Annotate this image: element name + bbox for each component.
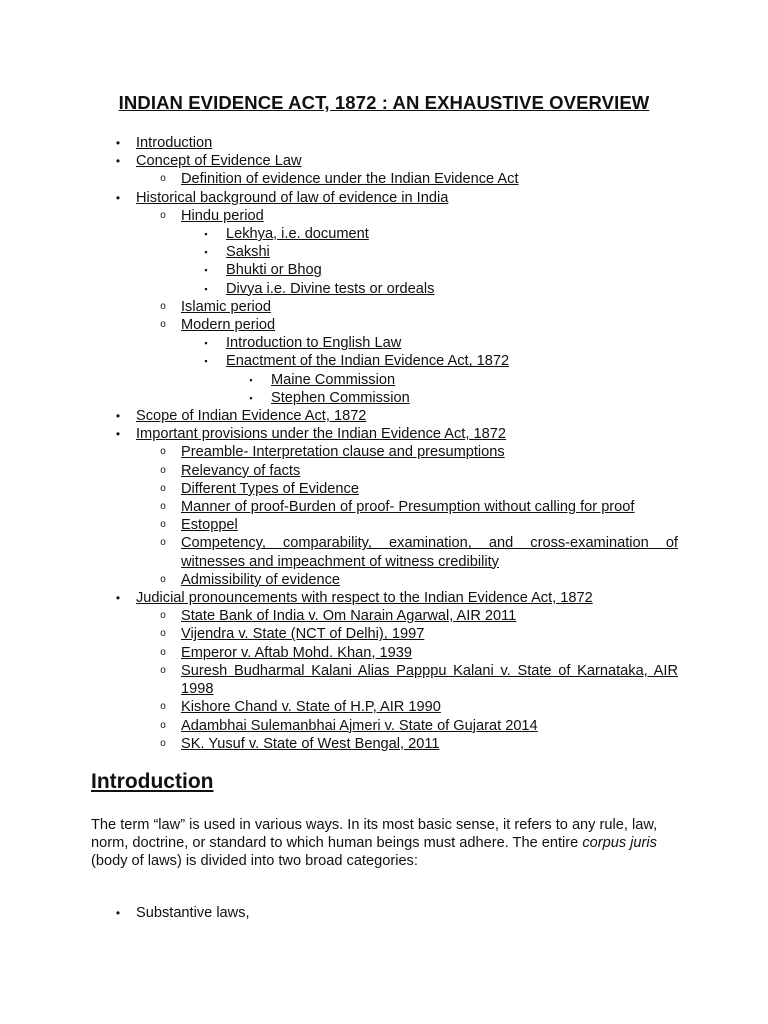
toc-item[interactable] [0, 207, 768, 225]
bullet-icon: o [160, 628, 166, 640]
section-heading: Introduction [91, 770, 214, 793]
bullet-icon: o [160, 573, 166, 585]
toc-item-label[interactable]: Emperor v. Aftab Mohd. Khan, 1939 [181, 644, 412, 661]
toc-item[interactable] [0, 607, 768, 625]
toc-item-label[interactable]: Bhukti or Bhog [226, 262, 322, 279]
toc-item-label[interactable]: Maine Commission [271, 371, 396, 388]
bullet-icon: • [115, 154, 121, 169]
toc-item-label[interactable]: Estoppel [181, 517, 238, 534]
toc-item[interactable] [0, 352, 768, 370]
bullet-icon: o [160, 519, 166, 531]
toc-item[interactable] [0, 407, 768, 425]
toc-item[interactable] [0, 625, 768, 643]
toc-item-label[interactable]: State Bank of India v. Om Narain Agarwal, AIR 2011 [181, 608, 517, 625]
toc-item-label[interactable]: Divya i.e. Divine tests or ordeals [226, 280, 435, 297]
bullet-icon: o [160, 173, 166, 185]
toc-item[interactable] [0, 316, 768, 334]
bullet-icon: • [115, 591, 121, 606]
bullet-icon: ▪ [204, 338, 208, 349]
toc-item[interactable] [0, 717, 768, 735]
toc-item-label[interactable]: Stephen Commission [271, 389, 410, 406]
toc-item-label[interactable]: Preamble- Interpretation clause and presumptions [181, 444, 505, 461]
document-title: INDIAN EVIDENCE ACT, 1872 : AN EXHAUSTIVE OVERVIEW [118, 92, 650, 113]
toc-item-label[interactable]: Important provisions under the Indian Evidence Act, 1872 [136, 426, 506, 443]
list-item [0, 904, 768, 922]
bullet-icon: ▪ [204, 265, 208, 276]
toc-item-label[interactable]: Relevancy of facts [181, 462, 301, 479]
bullet-icon: o [160, 501, 166, 513]
bullet-icon: o [160, 664, 166, 676]
toc-item[interactable] [0, 371, 768, 389]
toc-item[interactable] [0, 225, 768, 243]
toc-item[interactable] [0, 662, 768, 698]
table-of-contents [0, 134, 768, 753]
list-item-label: Substantive laws, [136, 905, 250, 921]
toc-item-label[interactable]: Admissibility of evidence [181, 571, 340, 588]
toc-item[interactable] [0, 280, 768, 298]
toc-item-label[interactable]: Lekhya, i.e. document [226, 226, 369, 243]
bullet-icon: o [160, 464, 166, 476]
bullet-icon: ▪ [249, 374, 253, 385]
bullet-icon: o [160, 209, 166, 221]
toc-item-label[interactable]: Adambhai Sulemanbhai Ajmeri v. State of Gujarat 2014 [181, 717, 538, 734]
toc-item[interactable] [0, 735, 768, 753]
category-list [0, 904, 768, 922]
bullet-icon: o [160, 300, 166, 312]
toc-item-label[interactable]: Introduction to English Law [226, 335, 402, 352]
toc-item-label[interactable]: Hindu period [181, 207, 264, 224]
toc-item-label[interactable]: Introduction [136, 135, 213, 151]
toc-item-label[interactable]: Kishore Chand v. State of H.P, AIR 1990 [181, 699, 441, 716]
toc-item-label[interactable]: Islamic period [181, 298, 272, 315]
toc-item[interactable] [0, 462, 768, 480]
bullet-icon: ▪ [204, 247, 208, 258]
toc-item-label[interactable]: Different Types of Evidence [181, 480, 359, 497]
bullet-icon: ▪ [249, 392, 253, 403]
toc-item-label[interactable]: Concept of Evidence Law [136, 153, 302, 170]
toc-item-label[interactable]: Sakshi [226, 244, 270, 261]
toc-item[interactable] [0, 261, 768, 279]
bullet-icon: o [160, 446, 166, 458]
toc-item[interactable] [0, 425, 768, 443]
toc-item[interactable] [0, 152, 768, 170]
bullet-icon: ▪ [204, 356, 208, 367]
bullet-icon: o [160, 319, 166, 331]
toc-item[interactable] [0, 516, 768, 534]
toc-item[interactable] [0, 134, 768, 152]
toc-item-label[interactable]: Suresh Budharmal Kalani Alias Papppu Kalani v. State of Karnataka, AIR 1998 [181, 662, 678, 698]
bullet-icon: • [115, 190, 121, 205]
bullet-icon: • [115, 136, 121, 150]
bullet-icon: o [160, 701, 166, 713]
bullet-icon: o [160, 610, 166, 622]
toc-item-label[interactable]: Historical background of law of evidence in India [136, 189, 449, 206]
bullet-icon: • [115, 427, 121, 442]
bullet-icon: o [160, 537, 166, 549]
toc-item[interactable] [0, 480, 768, 498]
bullet-icon: o [160, 719, 166, 731]
toc-item[interactable] [0, 534, 768, 570]
toc-item-label[interactable]: Manner of proof-Burden of proof- Presumption without calling for proof [181, 499, 635, 516]
toc-item[interactable] [0, 498, 768, 516]
toc-item-label[interactable]: Enactment of the Indian Evidence Act, 1872 [226, 353, 510, 370]
bullet-icon: o [160, 737, 166, 749]
bullet-icon: o [160, 482, 166, 494]
toc-item-label[interactable]: Vijendra v. State (NCT of Delhi), 1997 [181, 626, 425, 643]
toc-item[interactable] [0, 571, 768, 589]
toc-item[interactable] [0, 644, 768, 662]
toc-item[interactable] [0, 443, 768, 461]
toc-item[interactable] [0, 698, 768, 716]
toc-item[interactable] [0, 243, 768, 261]
bullet-icon: ▪ [204, 283, 208, 294]
toc-item-label[interactable]: Competency, comparability, examination, and cross-examination of witnesses and impeachment of witness credibility [181, 535, 678, 570]
paragraph-text: The term “law” is used in various ways. In its most basic sense, it refers to any rule, law, norm, doctrine, or standard to which human beings must adhere. The entire [91, 817, 658, 852]
bullet-icon: • [115, 906, 121, 920]
bullet-icon: • [115, 409, 121, 424]
toc-item-label[interactable]: SK. Yusuf v. State of West Bengal, 2011 [181, 735, 440, 752]
toc-item-label[interactable]: Modern period [181, 317, 276, 334]
toc-item-label[interactable]: Judicial pronouncements with respect to the Indian Evidence Act, 1872 [136, 590, 593, 607]
paragraph-emphasis: corpus juris [582, 835, 657, 852]
toc-item[interactable] [0, 334, 768, 352]
toc-item[interactable] [0, 189, 768, 207]
toc-item[interactable] [0, 298, 768, 316]
paragraph-text-end: (body of laws) is divided into two broad categories: [91, 853, 418, 870]
toc-item-label[interactable]: Definition of evidence under the Indian Evidence Act [181, 171, 519, 188]
toc-item[interactable] [0, 170, 768, 188]
bullet-icon: o [160, 646, 166, 658]
toc-item-label[interactable]: Scope of Indian Evidence Act, 1872 [136, 408, 367, 425]
toc-item[interactable] [0, 389, 768, 407]
bullet-icon: ▪ [204, 229, 208, 240]
toc-item[interactable] [0, 589, 768, 607]
intro-paragraph [91, 816, 679, 871]
